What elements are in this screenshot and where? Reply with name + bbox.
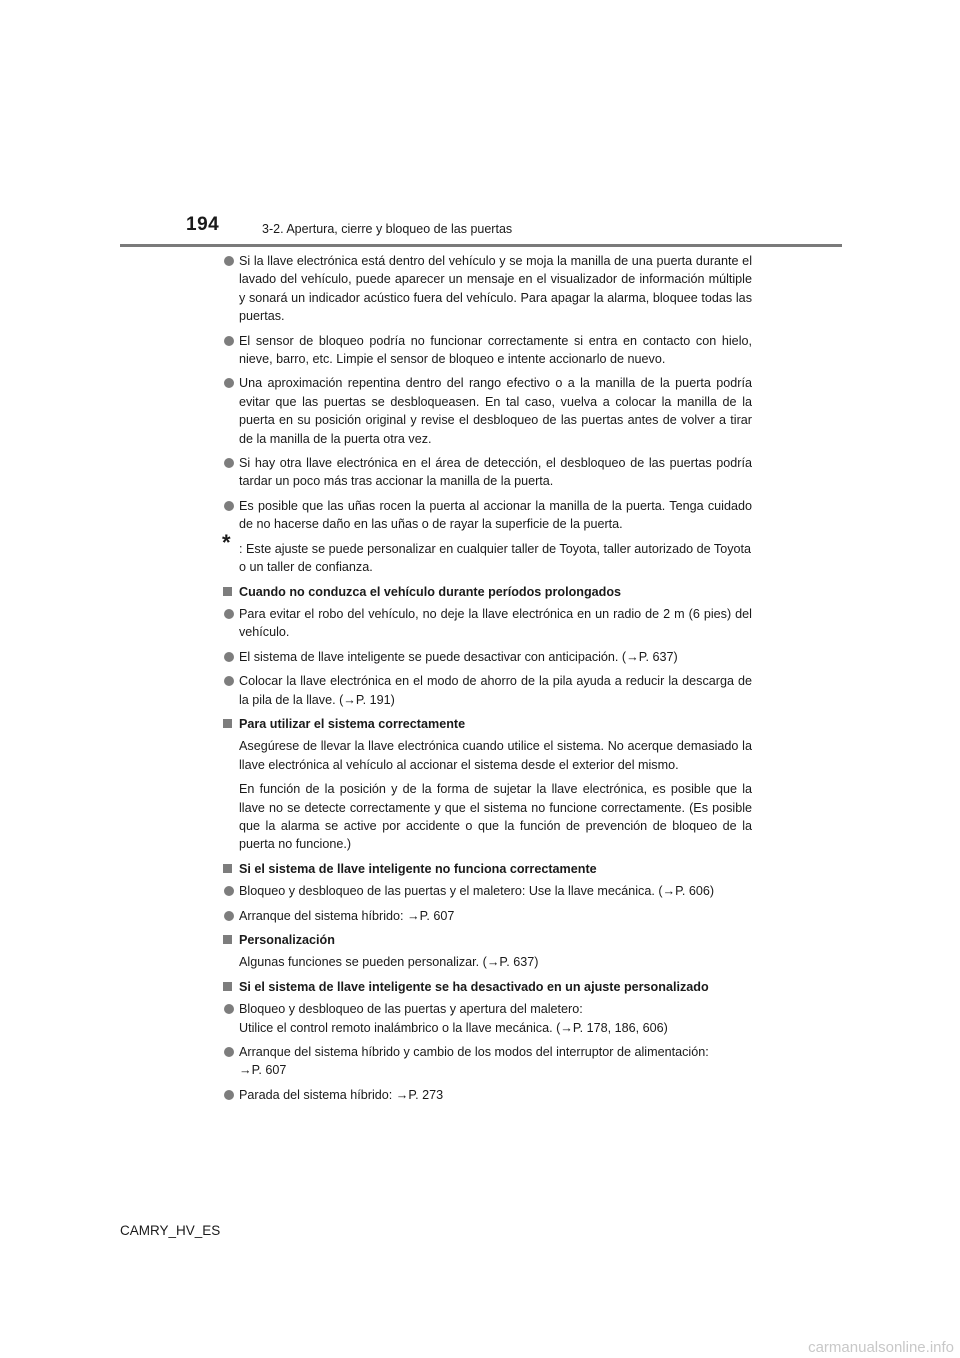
block-text: Para evitar el robo del vehículo, no deje la llave electrónica en un radio de 2 m (6 pies) del vehículo. <box>239 606 752 640</box>
bullet-dot-icon <box>224 652 234 662</box>
block-text: Asegúrese de llevar la llave electrónica cuando utilice el sistema. No acerque demasiado la llave electrónica al vehículo al accionar el sistema desde el exterior del mismo. <box>239 739 752 772</box>
block-text: Una aproximación repentina dentro del rango efectivo o a la manilla de la puerta podría evitar que las puertas se desbloqueasen. En tal caso, vuelva a colocar la manilla de la puerta en su posición original y revise el desbloqueo de las puertas antes de volver a tirar de la manilla de la puerta otra vez. <box>239 376 752 446</box>
paragraph <box>222 780 752 854</box>
watermark: carmanualsonline.info <box>808 1339 954 1356</box>
block-text: Algunas funciones se pueden personalizar. (→P. 637) <box>239 955 539 970</box>
bullet-item <box>222 252 752 326</box>
heading-square-icon <box>223 864 232 873</box>
bullet-dot-icon <box>224 1047 234 1057</box>
paragraph <box>222 953 752 971</box>
block-text: Si hay otra llave electrónica en el área de detección, el desbloqueo de las puertas podría tardar un poco más tras accionar la manilla de la puerta. <box>239 456 752 489</box>
section-heading <box>222 583 752 601</box>
block-text: El sistema de llave inteligente se puede desactivar con anticipación. (→P. 637) <box>239 649 678 664</box>
block-text: Parada del sistema híbrido: →P. 273 <box>239 1087 444 1102</box>
heading-square-icon <box>223 982 232 991</box>
bullet-dot-icon <box>224 256 234 266</box>
section-heading <box>222 715 752 733</box>
bullet-item <box>222 907 752 925</box>
block-text: Cuando no conduzca el vehículo durante períodos prolongados <box>239 584 622 599</box>
section-title: 3-2. Apertura, cierre y bloqueo de las puertas <box>262 222 513 236</box>
bullet-item <box>222 605 752 642</box>
bullet-item <box>222 672 752 709</box>
bullet-dot-icon <box>224 458 234 468</box>
bullet-item <box>222 1043 752 1080</box>
bullet-item <box>222 1000 752 1037</box>
bullet-dot-icon <box>224 911 234 921</box>
block-text: Si la llave electrónica está dentro del vehículo y se moja la manilla de una puerta durante el lavado del vehículo, puede aparecer un mensaje en el visualizador de información múltiple y sonará un indicador acústico fuera del vehículo. Para apagar la alarma, bloquee todas las puertas. <box>239 254 752 324</box>
block-text: El sensor de bloqueo podría no funcionar correctamente si entra en contacto con hielo, nieve, barro, etc. Limpie el sensor de bloqueo e intente accionarlo de nuevo. <box>239 333 752 367</box>
block-text: Arranque del sistema híbrido y cambio de los modos del interruptor de alimentación: →P. 607 <box>239 1045 709 1078</box>
footnote-mark: * <box>222 529 231 555</box>
bullet-dot-icon <box>224 886 234 896</box>
heading-square-icon <box>223 935 232 944</box>
block-text: : Este ajuste se puede personalizar en cualquier taller de Toyota, taller autorizado de Toyota o un taller de confianza. <box>239 541 752 575</box>
page-content <box>222 252 752 1110</box>
bullet-dot-icon <box>224 1090 234 1100</box>
block-text: Es posible que las uñas rocen la puerta al accionar la manilla de la puerta. Tenga cuidado de no hacerse daño en las uñas o de rayar la superficie de la puerta. <box>239 498 752 532</box>
block-text: Bloqueo y desbloqueo de las puertas y apertura del maletero: Utilice el control remoto inalámbrico o la llave mecánica. (→P. 178, 186, 606) <box>239 1002 668 1035</box>
bullet-item <box>222 497 752 534</box>
bullet-item <box>222 1086 752 1104</box>
footnote <box>222 529 752 577</box>
bullet-dot-icon <box>224 609 234 619</box>
block-text: Bloqueo y desbloqueo de las puertas y el maletero: Use la llave mecánica. (→P. 606) <box>239 884 715 899</box>
block-text: Si el sistema de llave inteligente no funciona correctamente <box>239 861 597 876</box>
heading-square-icon <box>223 587 232 596</box>
block-text: Para utilizar el sistema correctamente <box>239 716 466 731</box>
bullet-dot-icon <box>224 1004 234 1014</box>
bullet-item <box>222 648 752 666</box>
heading-square-icon <box>223 719 232 728</box>
block-text: Arranque del sistema híbrido: →P. 607 <box>239 908 455 923</box>
section-heading <box>222 860 752 878</box>
bullet-item <box>222 882 752 900</box>
block-text: Colocar la llave electrónica en el modo de ahorro de la pila ayuda a reducir la descarga de la pila de la llave. (→P. 191) <box>239 674 752 707</box>
section-heading <box>222 978 752 996</box>
section-heading <box>222 931 752 949</box>
block-text: En función de la posición y de la forma de sujetar la llave electrónica, es posible que la llave no se detecte correctamente y que el sistema no funcione correctamente. (Es posible que la alarma se active por accidente o que la función de prevención de bloqueo de la puerta no funcione.) <box>239 782 752 852</box>
block-text: Si el sistema de llave inteligente se ha desactivado en un ajuste personalizado <box>239 979 709 994</box>
footer-model-code: CAMRY_HV_ES <box>120 1223 221 1238</box>
bullet-dot-icon <box>224 676 234 686</box>
bullet-dot-icon <box>224 501 234 511</box>
page-number: 194 <box>186 214 220 235</box>
bullet-dot-icon <box>224 336 234 346</box>
paragraph <box>222 737 752 774</box>
bullet-dot-icon <box>224 378 234 388</box>
block-text: Personalización <box>239 933 335 947</box>
bullet-item <box>222 374 752 448</box>
bullet-item <box>222 454 752 491</box>
header-rule <box>120 244 842 247</box>
bullet-item <box>222 332 752 369</box>
